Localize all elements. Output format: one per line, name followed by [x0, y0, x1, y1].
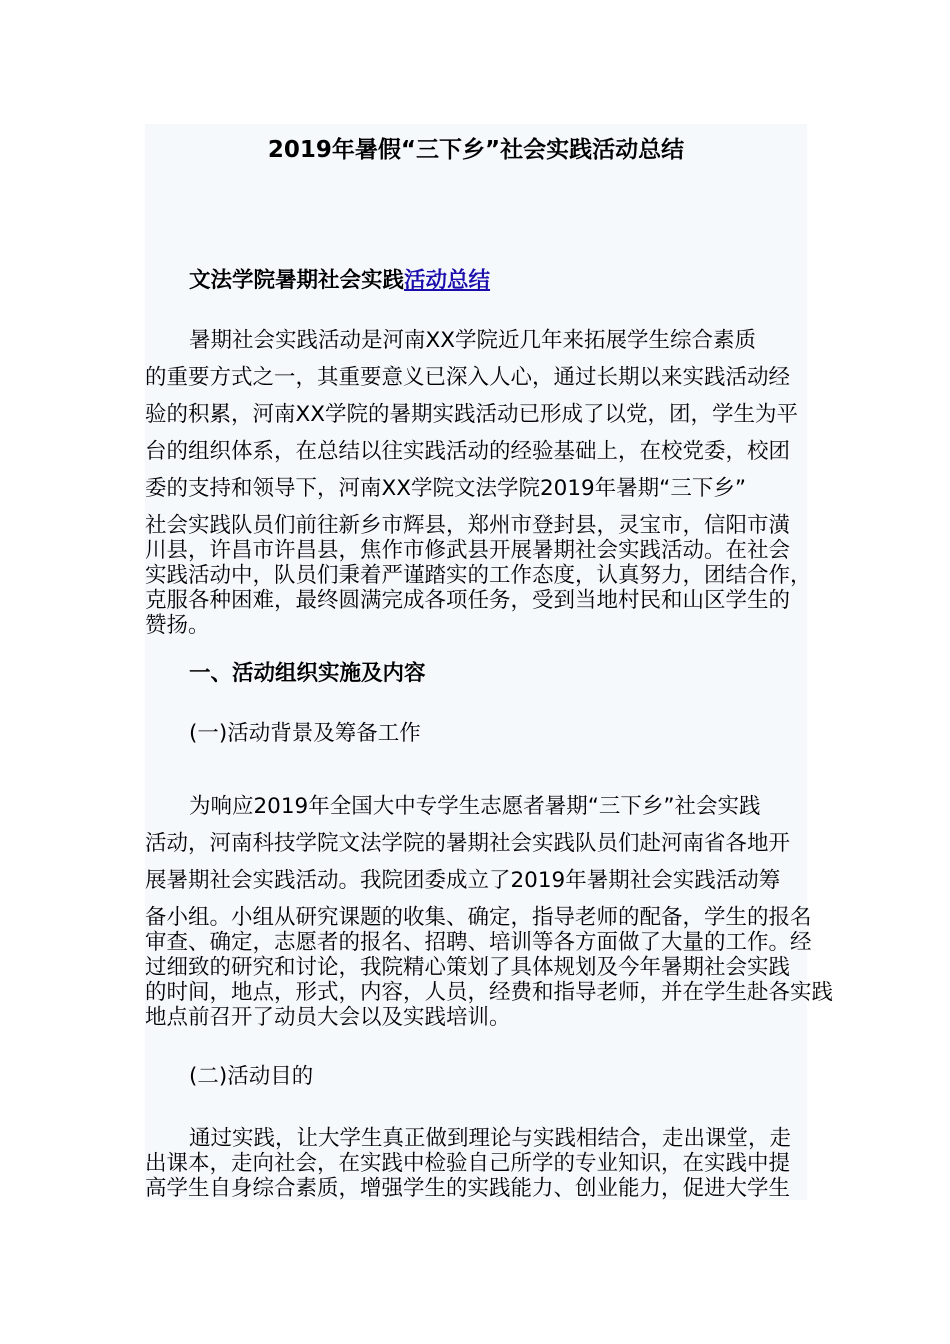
p2-line-4: 备小组。小组从研究课题的收集、确定，指导老师的配备，学生的报名 [145, 905, 812, 930]
p1-line-3: 验的积累，河南XX学院的暑期实践活动已形成了以党，团，学生为平 [145, 402, 798, 427]
p1-line-6: 社会实践队员们前往新乡市辉县，郑州市登封县，灵宝市，信阳市潢 [145, 513, 791, 538]
subtitle-text: 文法学院暑期社会实践 [189, 268, 405, 293]
subheading-2: (二)活动目的 [189, 1064, 314, 1089]
p3-line-3: 高学生自身综合素质，增强学生的实践能力、创业能力，促进大学生 [145, 1176, 791, 1201]
p2-line-7: 的时间，地点，形式，内容，人员，经费和指导老师，并在学生赴各实践 [145, 980, 834, 1005]
p2-line-3: 展暑期社会实践活动。我院团委成立了2019年暑期社会实践活动筹 [145, 868, 781, 893]
p2-line-8: 地点前召开了动员大会以及实践培训。 [145, 1005, 511, 1030]
p2-line-2: 活动，河南科技学院文法学院的暑期社会实践队员们赴河南省各地开 [145, 831, 791, 856]
p2-line-6: 过细致的研究和讨论，我院精心策划了具体规划及今年暑期社会实践 [145, 955, 791, 980]
p2-line-5: 审查、确定，志愿者的报名、招聘、培训等各方面做了大量的工作。经 [145, 930, 812, 955]
p1-line-5: 委的支持和领导下，河南XX学院文法学院2019年暑期“三下乡” [145, 476, 746, 501]
p3-line-1: 通过实践，让大学生真正做到理论与实践相结合，走出课堂，走 [189, 1126, 792, 1151]
p1-line-10: 赞扬。 [145, 613, 210, 638]
subheading-1: (一)活动背景及筹备工作 [189, 721, 421, 746]
p3-line-2: 出课本，走向社会，在实践中检验自己所学的专业知识，在实践中提 [145, 1151, 791, 1176]
p1-line-2: 的重要方式之一，其重要意义已深入人心，通过长期以来实践活动经 [145, 365, 791, 390]
section-subtitle [145, 264, 807, 298]
heading-1: 一、活动组织实施及内容 [189, 661, 426, 686]
p2-line-1: 为响应2019年全国大中专学生志愿者暑期“三下乡”社会实践 [189, 794, 761, 819]
p1-line-8: 实践活动中，队员们秉着严谨踏实的工作态度，认真努力，团结合作， [145, 563, 812, 588]
p1-line-7: 川县，许昌市许昌县，焦作市修武县开展暑期社会实践活动。在社会 [145, 538, 791, 563]
p1-line-9: 克服各种困难，最终圆满完成各项任务，受到当地村民和山区学生的 [145, 588, 791, 613]
p1-line-4: 台的组织体系，在总结以往实践活动的经验基础上，在校党委，校团 [145, 439, 791, 464]
subtitle-link[interactable]: 活动总结 [404, 268, 491, 293]
document-title: 2019年暑假“三下乡”社会实践活动总结 [267, 137, 685, 163]
p1-line-1: 暑期社会实践活动是河南XX学院近几年来拓展学生综合素质 [189, 328, 756, 353]
